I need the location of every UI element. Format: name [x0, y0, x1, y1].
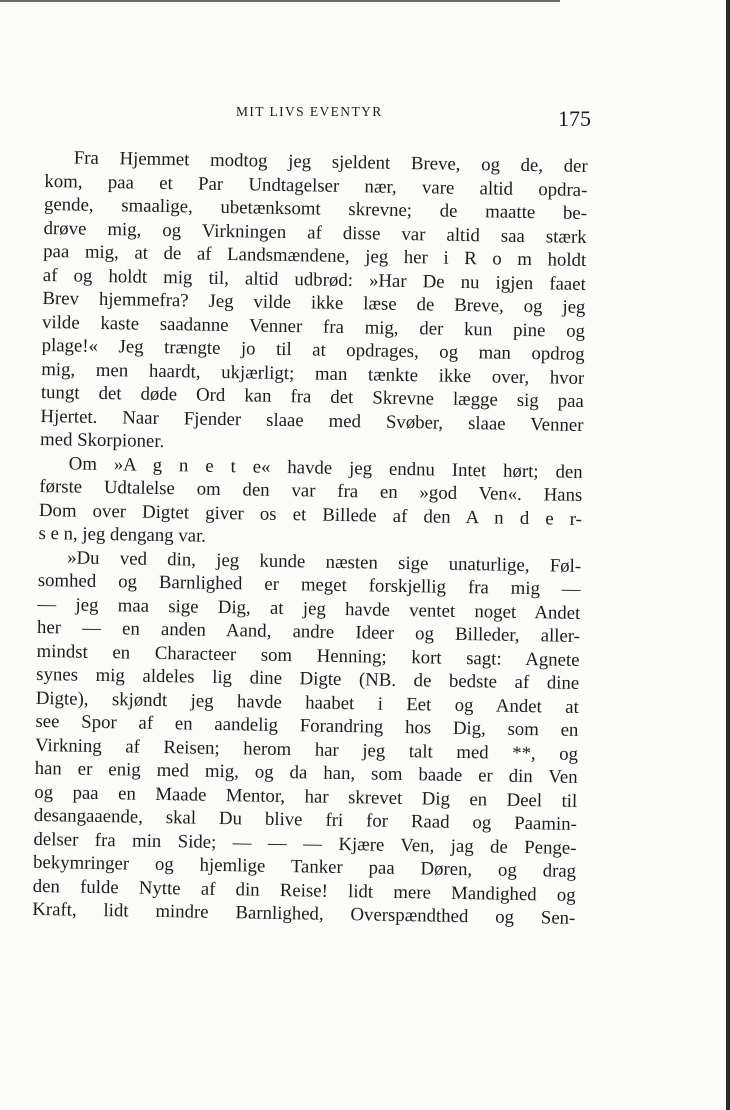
text-line: paa mig, at de af Landsmændene, jeg her i R o m holdt	[43, 240, 587, 271]
text-line: den fulde Nytte af din Reise! lidt mere Mandighed og	[32, 875, 576, 906]
text-line: med Skorpioner.	[39, 428, 165, 453]
text-line: her — en anden Aand, andre Ideer og Billeder, aller-	[36, 616, 581, 647]
text-line: Dom over Digtet giver os et Billede af den A n d e r-	[38, 499, 583, 530]
text-line: gende, smaalige, ubetænksomt skrevne; de maatte be-	[43, 193, 588, 224]
text-line: »Du ved din, jeg kunde næsten sige unaturlige, Føl-	[67, 546, 582, 577]
text-line: han er enig med mig, og da han, som baade er din Ven	[34, 757, 578, 788]
page-header	[0, 104, 730, 134]
text-line: mindst en Characteer som Henning; kort sagt: Agnete	[36, 640, 580, 671]
text-line: bekymringer og hjemlige Tanker paa Døren, og drag	[32, 851, 577, 882]
text-line: Hjertet. Naar Fjender slaae med Svøber, slaae Venner	[40, 405, 584, 436]
text-line: tungt det døde Ord kan fra det Skrevne lægge sig paa	[40, 381, 585, 412]
text-line: Virkning af Reisen; herom har jeg talt med **, og	[34, 734, 579, 765]
text-line: Kraft, lidt mindre Barnlighed, Overspændthed og Sen-	[32, 898, 576, 929]
text-line: og paa en Maade Mentor, har skrevet Dig en Deel til	[34, 781, 578, 812]
page-number: 175	[558, 106, 591, 131]
page-right-edge	[726, 0, 730, 1110]
text-line: see Spor af en aandelig Forandring hos Dig, som en	[35, 710, 579, 741]
text-line: vilde kaste saadanne Venner fra mig, der kun pine og	[41, 311, 586, 342]
text-line: s e n, jeg dengang var.	[38, 522, 207, 547]
text-line: Digte), skjøndt jeg havde haabet i Eet og Andet at	[35, 687, 579, 718]
text-line: kom, paa et Par Undtagelser nær, vare altid opdra-	[44, 170, 588, 201]
text-line: synes mig aldeles lig dine Digte (NB. de bedste af dine	[36, 663, 580, 694]
text-line: Om »A g n e t e« havde jeg endnu Intet hørt; den	[68, 452, 583, 483]
text-line: — jeg maa sige Dig, at jeg havde ventet noget Andet	[37, 593, 581, 624]
text-line: plage!« Jeg trængte jo til at opdrages, og man opdrog	[41, 334, 585, 365]
text-line: somhed og Barnlighed er meget forskjellig fra mig —	[37, 569, 581, 600]
text-line: drøve mig, og Virkningen af disse var altid saa stærk	[43, 217, 587, 248]
body-text	[32, 146, 588, 930]
text-line: Fra Hjemmet modtog jeg sjeldent Breve, og de, der	[73, 147, 588, 177]
text-line: mig, men haardt, ukjærligt; man tænkte ikke over, hvor	[41, 358, 585, 389]
text-line: Brev hjemmefra? Jeg vilde ikke læse de Breve, og jeg	[42, 287, 586, 318]
top-edge-rule	[0, 0, 560, 2]
text-line: af og holdt mig til, altid udbrød: »Har De nu igjen faaet	[42, 264, 586, 295]
running-head: MIT LIVS EVENTYR	[236, 104, 383, 119]
text-line: delser fra min Side; — — — Kjære Ven, jag de Penge-	[33, 828, 577, 859]
text-line: desangaaende, skal Du blive fri for Raad og Paamin-	[33, 804, 577, 835]
text-line: første Udtalelse om den var fra en »god Ven«. Hans	[39, 475, 583, 506]
